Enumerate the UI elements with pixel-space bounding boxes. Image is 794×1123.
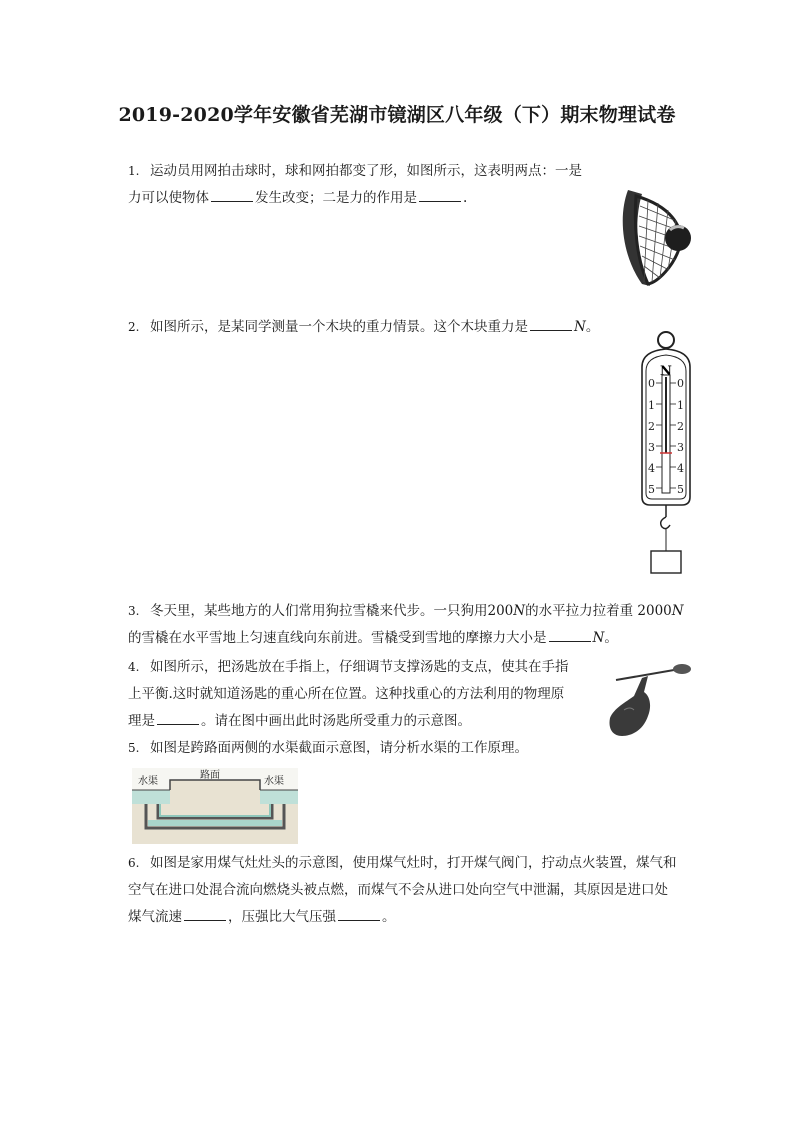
road-label: 路面 xyxy=(200,770,220,781)
scale-tick: 0 xyxy=(648,377,655,390)
scale-tick: 1 xyxy=(648,399,655,412)
scale-tick: 1 xyxy=(677,399,684,412)
question-number: 2. xyxy=(128,320,140,334)
answer-blank[interactable] xyxy=(530,316,572,331)
canal-right-label: 水渠 xyxy=(264,776,284,787)
answer-blank[interactable] xyxy=(338,906,380,921)
page-title: 2019-2020学年安徽省芜湖市镜湖区八年级（下）期末物理试卷 xyxy=(118,104,676,126)
scale-tick: 2 xyxy=(648,420,655,433)
spring-scale-figure xyxy=(636,327,696,581)
answer-blank[interactable] xyxy=(184,906,226,921)
question-number: 1. xyxy=(128,164,140,178)
question-1: 1. 运动员用网拍击球时，球和网拍都变了形，如图所示，这表明两点：一是 力可以使物体 发生改变；二是力的作用是 . xyxy=(128,158,608,212)
question-number: 5. xyxy=(128,741,140,755)
question-2: 2. 如图所示，是某同学测量一个木块的重力情景。这个木块重力是 N。 xyxy=(128,314,608,341)
question-4: 4. 如图所示，把汤匙放在手指上，仔细调节支撑汤匙的支点，使其在手指 上平衡.这时就知道汤匙的重心所在位置。这种找重心的方法利用的物理原 理是 。请在图中画出此时汤匙所受重力的示意图。 xyxy=(128,654,598,735)
racket-ball-figure xyxy=(614,186,694,292)
scale-tick: 0 xyxy=(677,377,684,390)
answer-blank[interactable] xyxy=(419,187,461,202)
question-number: 6. xyxy=(128,856,140,870)
question-number: 4. xyxy=(128,660,140,674)
scale-tick: 2 xyxy=(677,420,684,433)
answer-blank[interactable] xyxy=(157,710,199,725)
spoon-finger-figure xyxy=(604,662,694,746)
scale-tick: 5 xyxy=(677,483,684,496)
answer-blank[interactable] xyxy=(211,187,253,202)
scale-tick: 5 xyxy=(648,483,655,496)
canal-left-label: 水渠 xyxy=(138,776,158,787)
question-3: 3. 冬天里，某些地方的人们常用狗拉雪橇来代步。一只狗用200N的水平拉力拉着重 2000N 的雪橇在水平雪地上匀速直线向东前进。雪橇受到雪地的摩擦力大小是 N。 xyxy=(128,598,698,652)
answer-blank[interactable] xyxy=(549,627,591,642)
question-6: 6. 如图是家用煤气灶灶头的示意图，使用煤气灶时，打开煤气阀门，拧动点火装置，煤气和 空气在进口处混合流向燃烧头被点燃，而煤气不会从进口处向空气中泄漏，其原因是进口处 煤气流速 ，压强比大气压强 。 xyxy=(128,850,698,931)
question-5: 5. 如图是跨路面两侧的水渠截面示意图，请分析水渠的工作原理。 xyxy=(128,735,608,762)
scale-unit-label: N xyxy=(660,364,672,379)
question-number: 3. xyxy=(128,604,140,618)
canal-cross-section-figure xyxy=(132,768,298,848)
scale-tick: 4 xyxy=(648,462,655,475)
scale-tick: 3 xyxy=(648,441,655,454)
scale-tick: 4 xyxy=(677,462,684,475)
scale-tick: 3 xyxy=(677,441,684,454)
